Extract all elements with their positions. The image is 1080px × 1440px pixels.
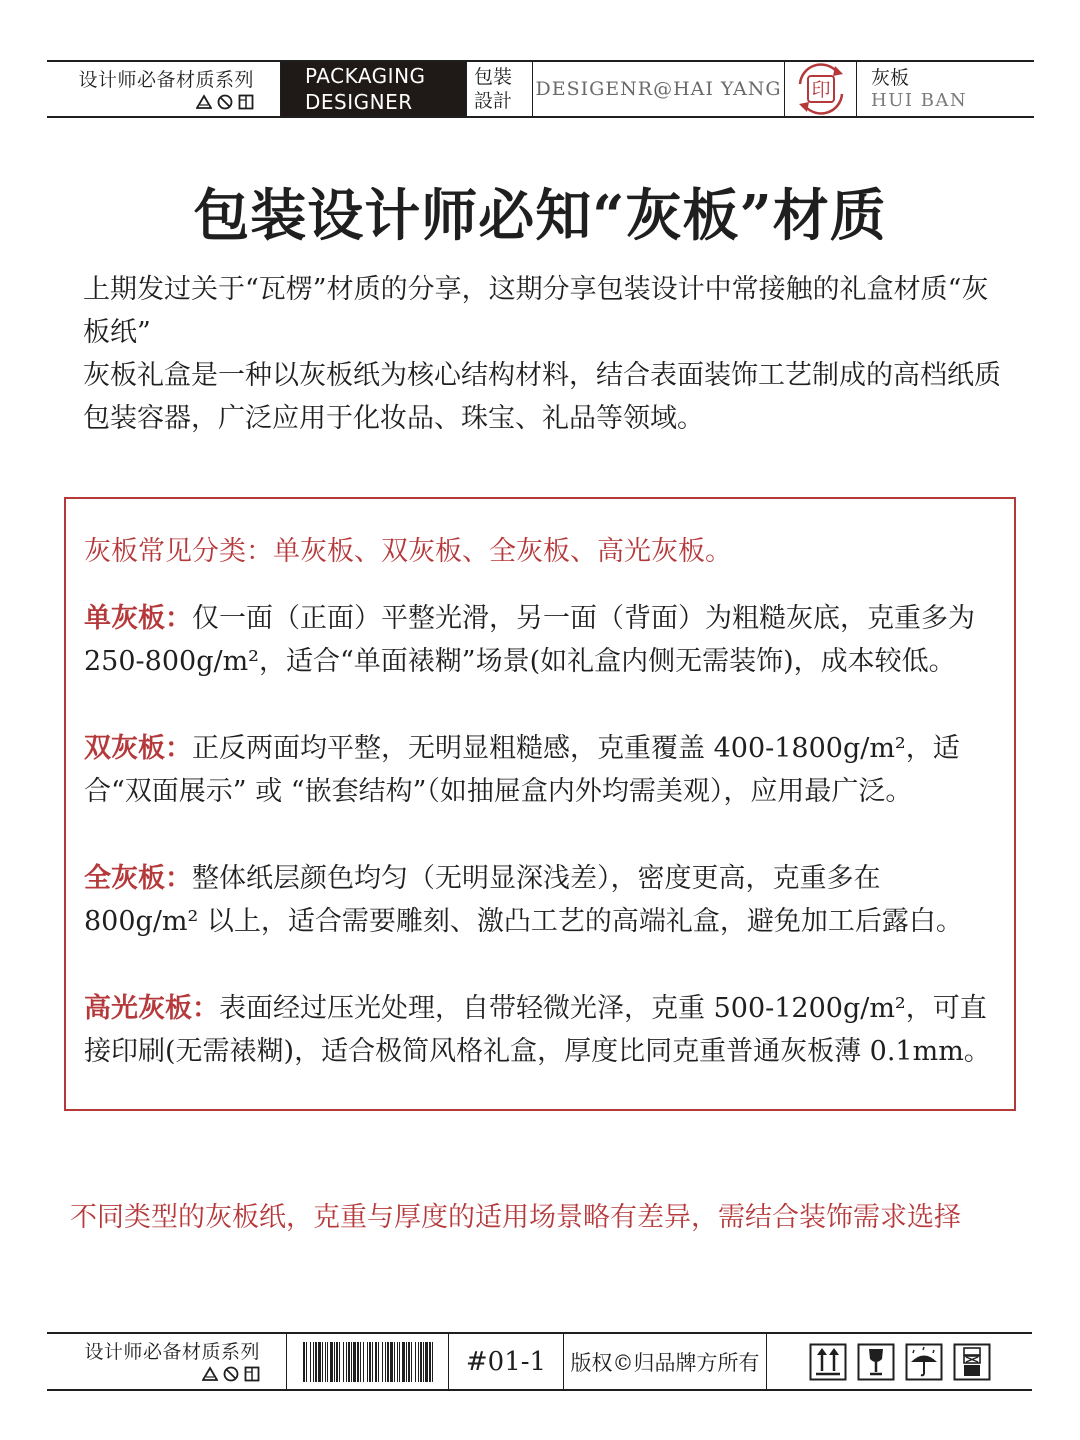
barcode-bar <box>318 1342 321 1382</box>
this-way-up-icon <box>809 1343 847 1381</box>
barcode-bar <box>411 1342 412 1382</box>
intro-paragraph-1: 上期发过关于“瓦楞”材质的分享，这期分享包装设计中常接触的礼盒材质“灰板纸” <box>83 274 989 348</box>
copyright-text: 版权©归品牌方所有 <box>570 1350 760 1375</box>
barcode-bar <box>382 1342 383 1382</box>
brand-line-1: PACKAGING <box>305 64 426 88</box>
barcode-bar <box>423 1342 424 1382</box>
barcode-bar <box>394 1342 395 1382</box>
barcode-bar <box>339 1342 340 1382</box>
fragile-glass-icon <box>857 1343 895 1381</box>
item-text: 整体纸层颜色均匀（无明显深浅差），密度更高，克重多在800g/m² 以上，适合需要雕刻、激凸工艺的高端礼盒，避免加工后露白。 <box>84 863 963 937</box>
item-single-grey <box>84 597 994 683</box>
footer-bar <box>47 1332 1032 1391</box>
barcode-bar <box>313 1342 314 1382</box>
barcode-bar <box>334 1342 335 1382</box>
barcode-bar <box>360 1342 361 1382</box>
series-cell <box>47 62 281 116</box>
barcode-cell <box>287 1334 449 1389</box>
stamp-char: 印 <box>810 79 831 101</box>
series-title: 设计师必备材质系列 <box>78 68 254 91</box>
item-label: 单灰板： <box>84 603 192 634</box>
brand-line-2: DESIGNER <box>305 90 413 114</box>
square-grid-icon <box>244 1366 260 1382</box>
brand-block <box>281 62 467 116</box>
item-full-grey <box>84 857 994 943</box>
classification-heading: 灰板常见分类：单灰板、双灰板、全灰板、高光灰板。 <box>84 536 732 567</box>
barcode-bar <box>306 1342 307 1382</box>
triangle-icon <box>196 94 212 110</box>
keep-dry-umbrella-icon <box>905 1343 943 1381</box>
material-label <box>857 62 1034 116</box>
header-bar <box>47 60 1034 118</box>
barcode-bar <box>343 1342 344 1382</box>
barcode-bar <box>390 1342 393 1382</box>
footer-series-shapes <box>202 1366 260 1382</box>
print-stamp-icon <box>791 62 851 116</box>
barcode-bar <box>353 1342 356 1382</box>
item-text: 正反两面均平整，无明显粗糙感，克重覆盖 400-1800g/m²，适合“双面展示” 或 “嵌套结构”（如抽屉盒内外均需美观），应用最广泛。 <box>84 733 960 807</box>
barcode-bar <box>432 1342 433 1382</box>
barcode-bar <box>346 1342 347 1382</box>
barcode-bar <box>363 1342 364 1382</box>
barcode-bar <box>402 1342 405 1382</box>
barcode-bar <box>378 1342 379 1382</box>
barcode-bar <box>418 1342 419 1382</box>
intro-text <box>83 268 1013 440</box>
item-double-grey <box>84 727 994 813</box>
barcode-bar <box>325 1342 326 1382</box>
barcode-bar <box>336 1342 338 1382</box>
stacking-limit-icon <box>953 1343 991 1381</box>
barcode-bar <box>315 1342 317 1382</box>
square-grid-icon <box>238 94 254 110</box>
barcode-bar <box>367 1342 368 1382</box>
circle-slash-icon <box>223 1366 239 1382</box>
stamp-cell <box>785 62 857 116</box>
designer-credit <box>533 62 785 116</box>
packaging-design-label <box>467 62 533 116</box>
footer-series-title: 设计师必备材质系列 <box>84 1341 260 1363</box>
series-shapes <box>196 94 254 110</box>
barcode-bar <box>369 1342 371 1382</box>
designer-text: DESIGENR@HAI YANG <box>535 78 782 100</box>
item-label: 高光灰板： <box>84 993 219 1024</box>
selection-note: 不同类型的灰板纸，克重与厚度的适用场景略有差异，需结合装饰需求选择 <box>70 1202 961 1233</box>
barcode-bar <box>322 1342 323 1382</box>
copyright <box>564 1334 767 1389</box>
page-title: 包装设计师必知“灰板”材质 <box>193 183 887 249</box>
barcode-bar <box>348 1342 350 1382</box>
barcode-bar <box>399 1342 400 1382</box>
pack-line-1: 包裝 <box>474 66 513 88</box>
item-label: 全灰板： <box>84 863 192 894</box>
circle-slash-icon <box>217 94 233 110</box>
barcode-bar <box>351 1342 352 1382</box>
barcode-bar <box>385 1342 386 1382</box>
item-label: 双灰板： <box>84 733 192 764</box>
barcode-bar <box>310 1342 311 1382</box>
barcode-bar <box>397 1342 398 1382</box>
material-en: HUI BAN <box>871 89 968 111</box>
handling-marks <box>767 1334 1032 1389</box>
page-number-text: #01-1 <box>465 1346 547 1377</box>
page-number <box>449 1334 564 1389</box>
barcode-graphic <box>301 1340 435 1384</box>
item-text: 仅一面（正面）平整光滑，另一面（背面）为粗糙灰底，克重多为250-800g/m²，适合“单面裱糊”场景(如礼盒内侧无需装饰)，成本较低。 <box>84 603 975 677</box>
barcode-bar <box>357 1342 359 1382</box>
classification-box <box>64 497 1016 1111</box>
barcode-bar <box>420 1342 422 1382</box>
barcode-bar <box>429 1342 431 1382</box>
barcode-bar <box>425 1342 428 1382</box>
intro-paragraph-2: 灰板礼盒是一种以灰板纸为核心结构材料，结合表面装饰工艺制成的高档纸质包装容器，广泛应用于化妆品、珠宝、礼品等领域。 <box>83 360 1001 434</box>
pack-line-2: 設計 <box>474 90 513 112</box>
barcode-bar <box>327 1342 328 1382</box>
barcode-bar <box>303 1342 305 1382</box>
barcode-bar <box>408 1342 410 1382</box>
barcode-bar <box>330 1342 333 1382</box>
barcode-bar <box>415 1342 416 1382</box>
item-glossy-grey <box>84 987 994 1073</box>
item-text: 表面经过压光处理，自带轻微光泽，克重 500-1200g/m²，可直接印刷(无需裱糊)，适合极简风格礼盒，厚度比同克重普通灰板薄 0.1mm。 <box>84 993 991 1067</box>
material-cn: 灰板 <box>871 66 910 89</box>
barcode-bar <box>372 1342 373 1382</box>
barcode-bar <box>375 1342 377 1382</box>
triangle-icon <box>202 1366 218 1382</box>
barcode-bar <box>387 1342 389 1382</box>
footer-series-cell <box>47 1334 287 1389</box>
barcode-bar <box>406 1342 407 1382</box>
